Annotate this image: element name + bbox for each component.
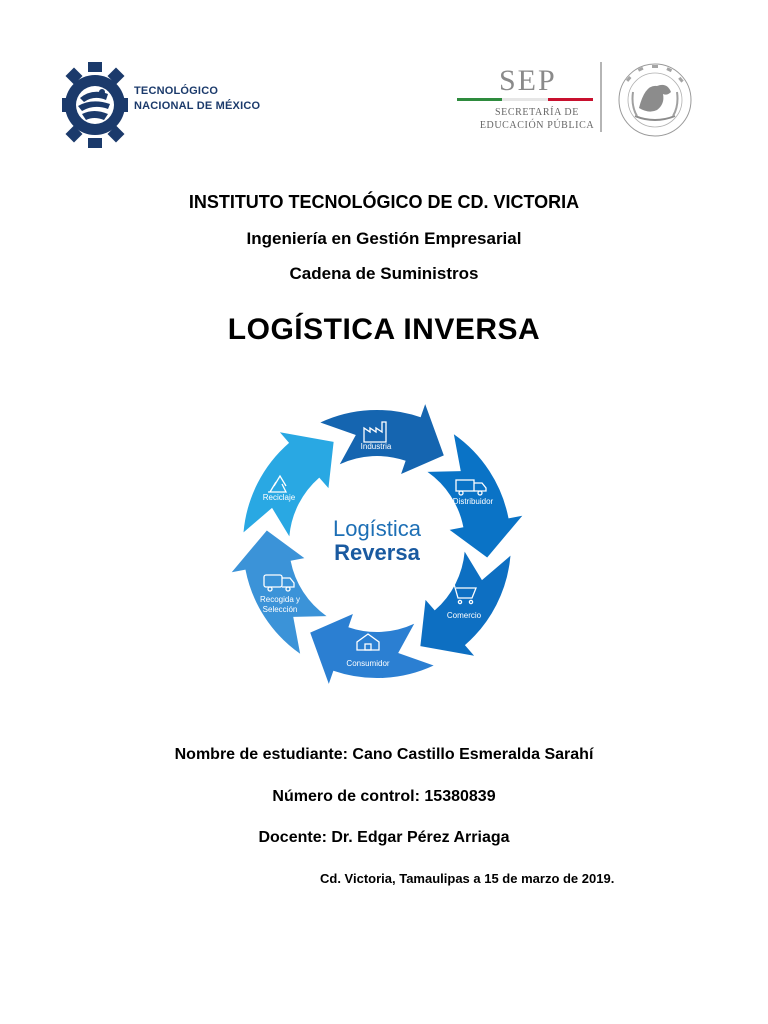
place-date: Cd. Victoria, Tamaulipas a 15 de marzo de 2019. <box>320 871 615 886</box>
sep-flag-bar <box>457 98 593 101</box>
cycle-arrow-segment <box>310 614 433 684</box>
cycle-center-line2: Reversa <box>334 540 420 565</box>
career-name: Ingeniería en Gestión Empresarial <box>246 229 522 248</box>
tecnm-logo <box>62 62 262 148</box>
national-seal-icon <box>613 62 697 138</box>
cycle-arrow-segment <box>320 404 443 474</box>
stage-label-comercio: Comercio <box>446 611 482 620</box>
tecnm-gear-icon <box>62 62 130 148</box>
teacher-name: Docente: Dr. Edgar Pérez Arriaga <box>258 829 510 846</box>
control-number: Número de control: 15380839 <box>272 788 496 805</box>
stage-label-seleccion: Selección <box>262 605 298 614</box>
student-name: Nombre de estudiante: Cano Castillo Esmeralda Sarahí <box>174 746 594 763</box>
tecnm-logo-text: TECNOLÓGICO NACIONAL DE MÉXICO <box>134 85 261 112</box>
cycle-arrow-segment <box>244 432 334 536</box>
cycle-arrow-segment <box>420 552 510 656</box>
cycle-center-line1: Logística <box>332 516 422 541</box>
sep-wordmark: SEP <box>499 64 557 97</box>
sep-divider <box>600 62 602 132</box>
document-title: LOGÍSTICA INVERSA <box>227 313 541 346</box>
stage-label-distribuidor: Distribuidor <box>452 497 494 506</box>
stage-label-recogida: Recogida y <box>259 595 301 604</box>
reverse-logistics-cycle <box>224 394 534 694</box>
stage-label-industria: Industria <box>360 442 392 451</box>
stage-label-consumidor: Consumidor <box>346 659 390 668</box>
subject-name: Cadena de Suministros <box>289 264 479 283</box>
sep-logo <box>455 62 705 140</box>
institution-name: INSTITUTO TECNOLÓGICO DE CD. VICTORIA <box>188 192 580 212</box>
stage-label-reciclaje: Reciclaje <box>262 493 296 502</box>
sep-subtitle: SECRETARÍA DE EDUCACIÓN PÚBLICA <box>479 107 595 131</box>
